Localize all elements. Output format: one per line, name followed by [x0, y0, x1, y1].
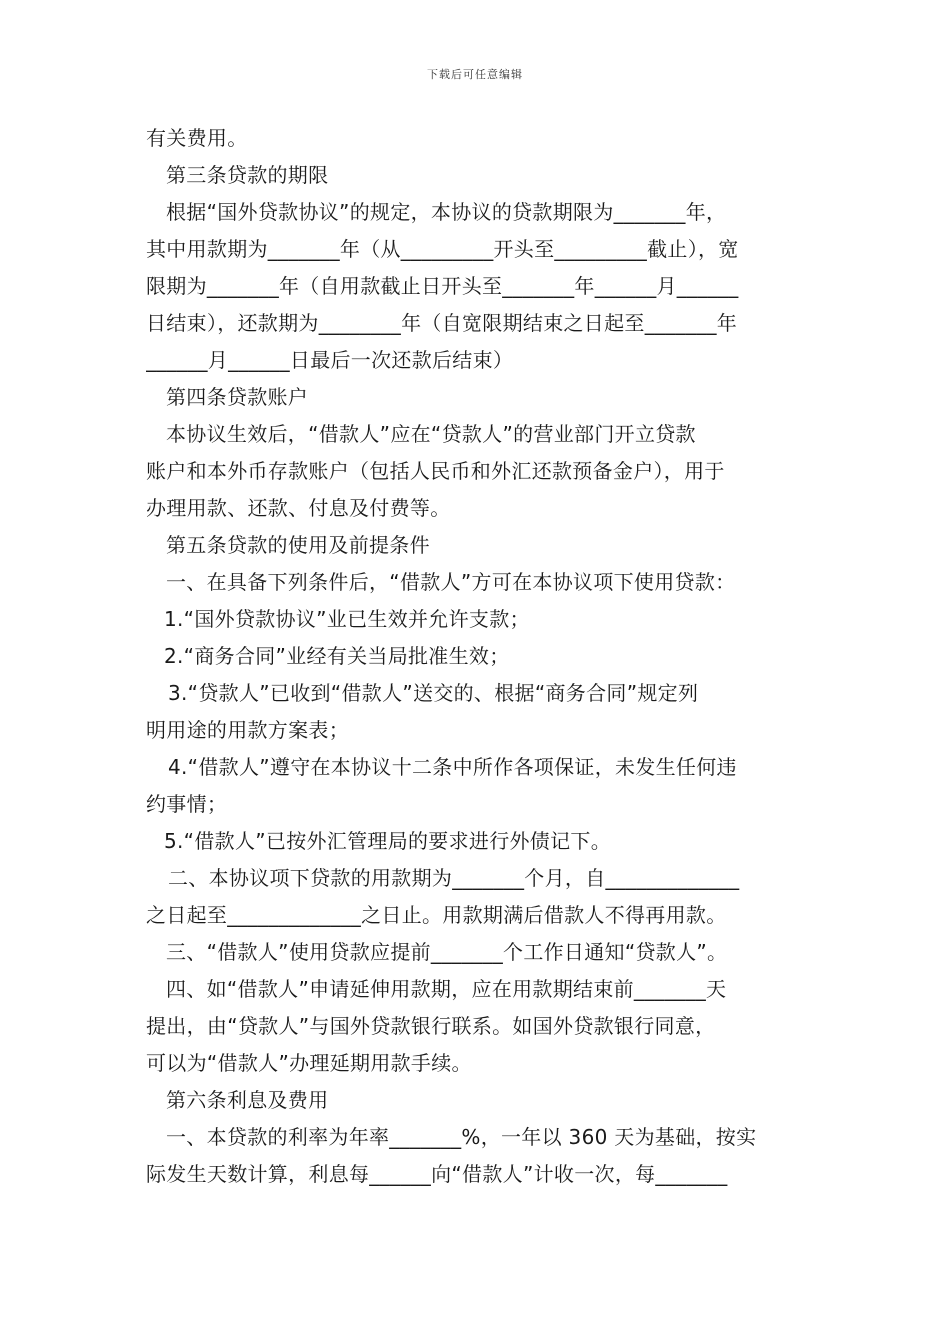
text-line: 一、本贷款的利率为年率_______%，一年以 360 天为基础，按实 [166, 1125, 757, 1149]
text-line: 限期为_______年（自用款截止日开头至_______年______月______ [146, 274, 739, 298]
text-line: 二、本协议项下贷款的用款期为_______个月，自_____________ [168, 866, 740, 890]
text-line: 日结束），还款期为________年（自宽限期结束之日起至_______年 [146, 311, 738, 335]
list-item: 5.“借款人”已按外汇管理局的要求进行外债记下。 [164, 829, 612, 853]
text-line: 本协议生效后，“借款人”应在“贷款人”的营业部门开立贷款 [166, 422, 696, 446]
text-line: 之日起至_____________之日止。用款期满后借款人不得再用款。 [146, 903, 727, 927]
list-item: 4.“借款人”遵守在本协议十二条中所作各项保证，未发生任何违 [168, 755, 737, 779]
article-heading: 第四条贷款账户 [166, 385, 309, 409]
page-header: 下载后可任意编辑 [427, 68, 523, 81]
text-line: 一、在具备下列条件后，“借款人”方可在本协议项下使用贷款： [166, 570, 736, 594]
text-line: 其中用款期为_______年（从_________开头至_________截止），宽 [146, 237, 739, 261]
article-heading: 第三条贷款的期限 [166, 163, 329, 187]
article-heading: 第五条贷款的使用及前提条件 [166, 533, 430, 557]
text-line: 约事情； [146, 792, 228, 816]
text-line: 明用途的用款方案表； [146, 718, 349, 742]
text-line: 四、如“借款人”申请延伸用款期，应在用款期结束前_______天 [166, 977, 727, 1001]
list-item: 2.“商务合同”业经有关当局批准生效； [164, 644, 510, 668]
article-heading: 第六条利息及费用 [166, 1088, 329, 1112]
text-line: ______月______日最后一次还款后结束） [146, 348, 514, 372]
text-line: 有关费用。 [146, 126, 248, 150]
list-item: 1.“国外贷款协议”业已生效并允许支款； [164, 607, 530, 631]
text-line: 三、“借款人”使用贷款应提前_______个工作日通知“贷款人”。 [166, 940, 728, 964]
text-line: 办理用款、还款、付息及付费等。 [146, 496, 451, 520]
text-line: 可以为“借款人”办理延期用款手续。 [146, 1051, 472, 1075]
text-line: 账户和本外币存款账户（包括人民币和外汇还款预备金户），用于 [146, 459, 725, 483]
text-line: 际发生天数计算，利息每______向“借款人”计收一次，每_______ [146, 1162, 728, 1186]
list-item: 3.“贷款人”已收到“借款人”送交的、根据“商务合同”规定列 [168, 681, 699, 705]
text-line: 根据“国外贷款协议”的规定，本协议的贷款期限为_______年， [166, 200, 727, 224]
document-body [146, 120, 816, 1193]
text-line: 提出，由“贷款人”与国外贷款银行联系。如国外贷款银行同意， [146, 1014, 716, 1038]
